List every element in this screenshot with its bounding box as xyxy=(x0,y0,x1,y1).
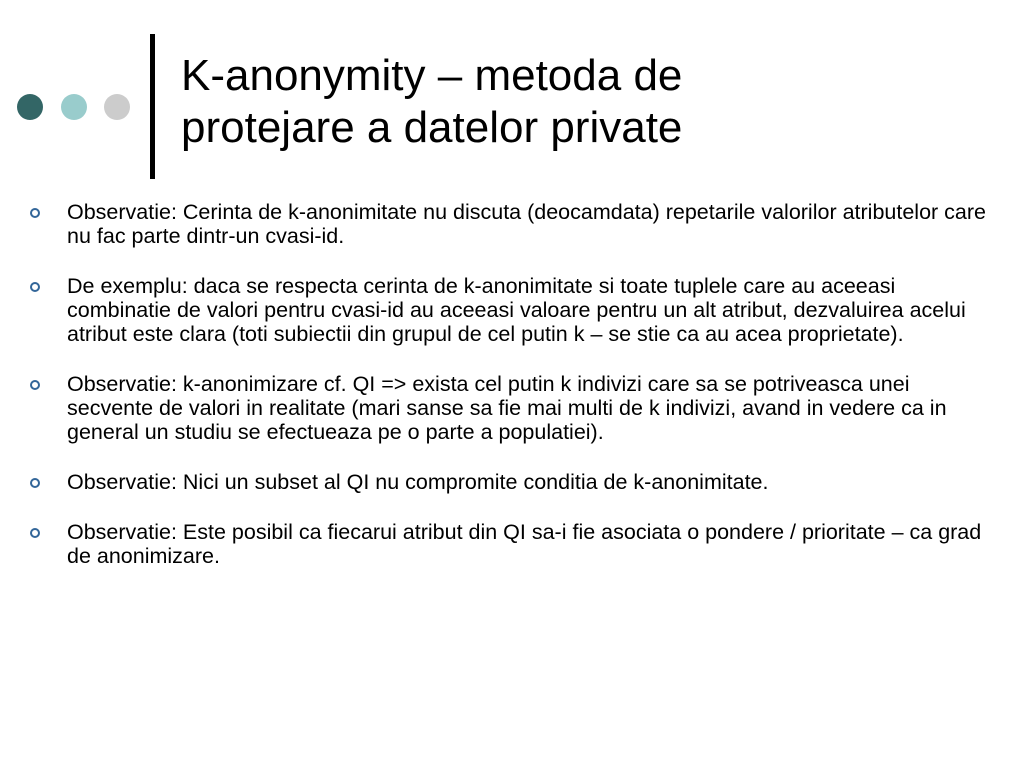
bullet-text: Observatie: Nici un subset al QI nu compromite conditia de k-anonimitate. xyxy=(67,470,769,494)
hollow-circle-bullet-icon xyxy=(30,282,40,292)
decorative-dot-light xyxy=(104,94,130,120)
decorative-dot-dark xyxy=(17,94,43,120)
hollow-circle-bullet-icon xyxy=(30,528,40,538)
bullet-item xyxy=(28,372,994,444)
slide-title-line-2: protejare a datelor private xyxy=(181,103,683,152)
bullet-text: Observatie: Este posibil ca fiecarui atribut din QI sa-i fie asociata o pondere / prioritate – ca grad de anonimizare. xyxy=(67,520,982,568)
slide-title xyxy=(181,50,1001,154)
bullet-item xyxy=(28,274,994,346)
slide-title-line-1: K-anonymity – metoda de xyxy=(181,51,683,100)
bullet-text: Observatie: Cerinta de k-anonimitate nu discuta (deocamdata) repetarile valorilor atributelor care nu fac parte dintr-un cvasi-id. xyxy=(67,200,986,248)
bullet-text: Observatie: k-anonimizare cf. QI => exista cel putin k indivizi care sa se potriveasca unei secvente de valori in realitate (mari sanse sa fie mai multi de k indivizi, avand in vedere ca in general un studiu se efectueaza pe o parte a populatiei). xyxy=(67,372,947,444)
bullet-text: De exemplu: daca se respecta cerinta de k-anonimitate si toate tuplele care au aceeasi combinatie de valori pentru cvasi-id au aceeasi valoare pentru un alt atribut, dezvaluirea acelui atribut este clara (toti subiectii din grupul de cel putin k – se stie ca au acea proprietate). xyxy=(67,274,966,346)
bullet-item xyxy=(28,200,994,248)
bullet-item xyxy=(28,520,994,568)
hollow-circle-bullet-icon xyxy=(30,478,40,488)
hollow-circle-bullet-icon xyxy=(30,208,40,218)
decorative-dot-mid xyxy=(61,94,87,120)
title-divider-bar xyxy=(150,34,155,179)
hollow-circle-bullet-icon xyxy=(30,380,40,390)
bullet-item xyxy=(28,470,994,494)
bullet-list xyxy=(28,200,994,594)
